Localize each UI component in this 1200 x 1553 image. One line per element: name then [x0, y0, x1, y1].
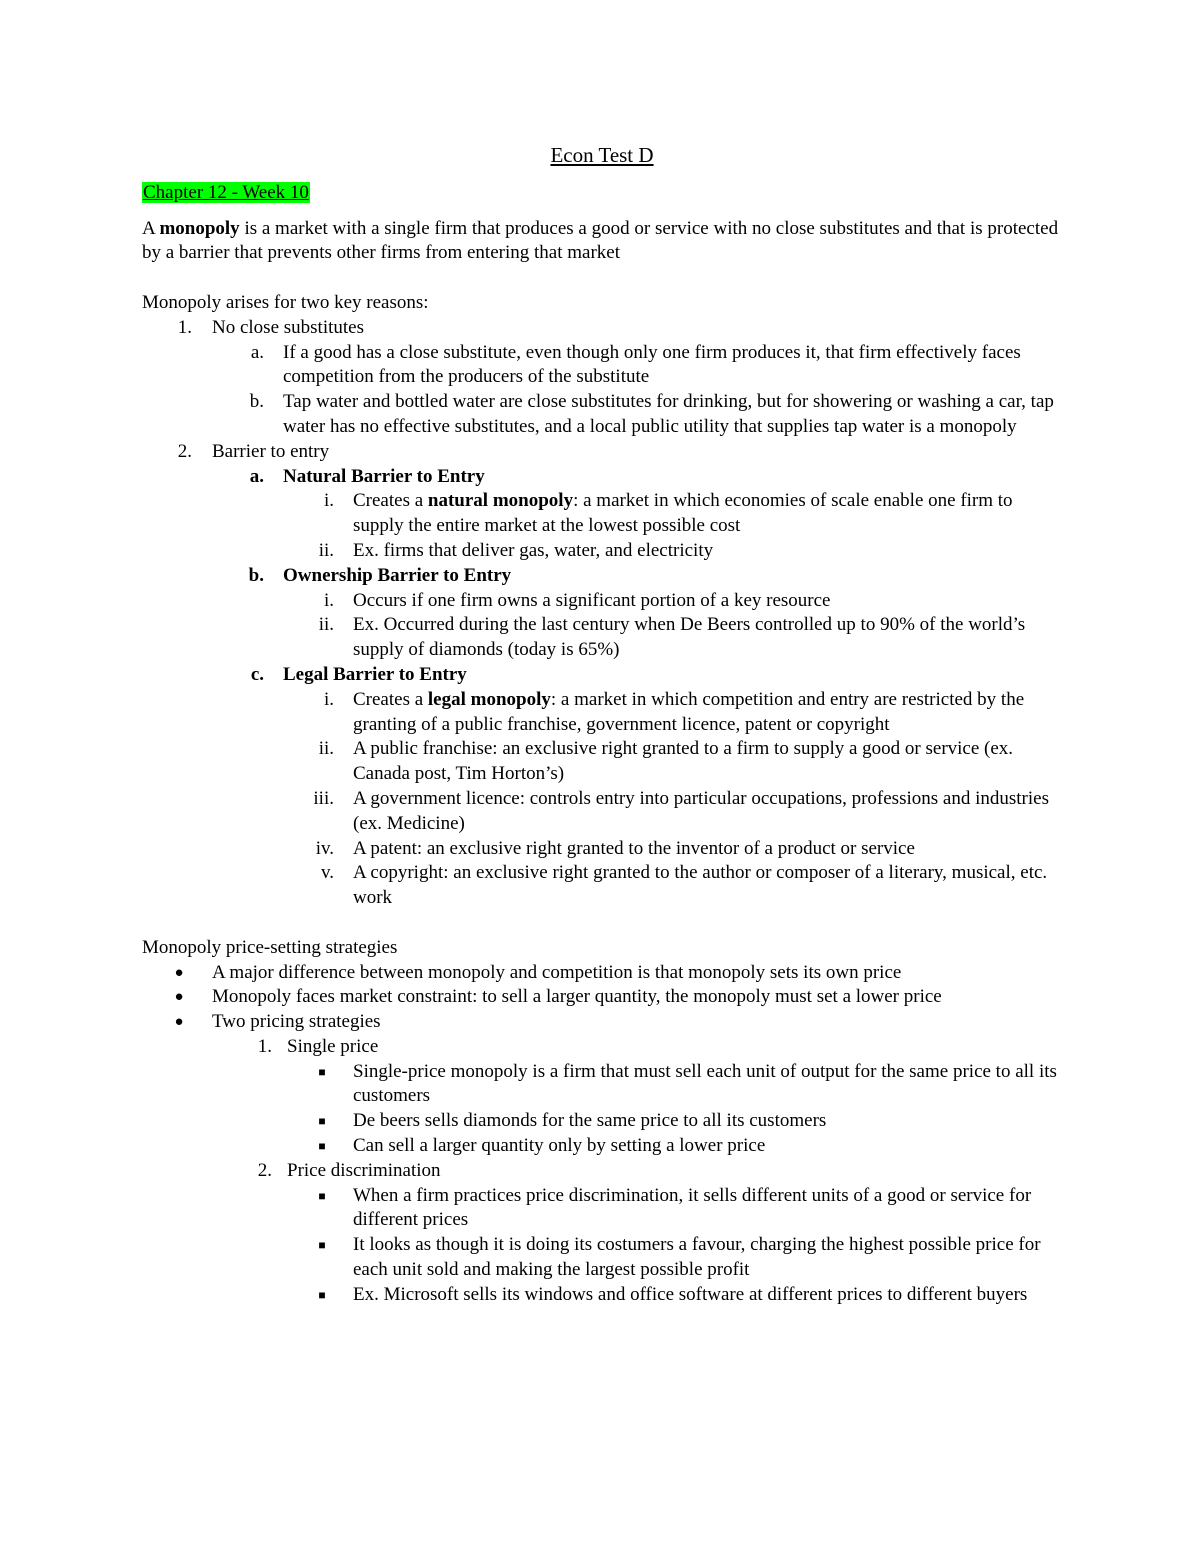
price-discrimination-heading	[142, 1159, 1062, 1184]
list-item	[142, 1010, 1062, 1035]
definition-post: is a market with a single firm that produces a good or service with no close substitutes and that is protected by a barrier that prevents other firms from entering that market	[142, 217, 1059, 264]
natural-monopoly-term: natural monopoly	[427, 490, 574, 512]
list-item-text: Two pricing strategies	[212, 1011, 381, 1033]
list-item-text: : a market in which economies of scale enable one firm to supply the entire market at the lowest possible cost	[353, 490, 1013, 537]
natural-barrier-heading	[142, 465, 1062, 490]
list-item-label: Legal Barrier to Entry	[283, 663, 467, 685]
list-item	[142, 985, 1062, 1010]
spacer	[142, 911, 1062, 936]
list-item-text: When a firm practices price discrimination, it sells different units of a good or service for different prices	[353, 1184, 1032, 1231]
legal-barrier-heading	[142, 663, 1062, 688]
list-item-text: A government licence: controls entry into particular occupations, professions and industries (ex. Medicine)	[353, 787, 1049, 834]
list-item	[142, 787, 1062, 837]
definition-term: monopoly	[159, 217, 240, 239]
list-item	[142, 589, 1062, 614]
square-bullet-icon: ■	[318, 1139, 326, 1154]
list-marker: b.	[249, 391, 264, 413]
list-item-text: Monopoly faces market constraint: to sell a larger quantity, the monopoly must set a lower price	[212, 986, 942, 1008]
monopoly-definition	[142, 217, 1062, 267]
document-page	[142, 143, 1062, 1308]
list-marker: i.	[323, 688, 334, 710]
list-marker: i.	[323, 490, 334, 512]
list-item-label: Single price	[287, 1035, 379, 1057]
square-bullet-icon: ■	[318, 1287, 326, 1302]
list-marker: v.	[320, 862, 334, 884]
list-item	[142, 613, 1062, 663]
list-item-text: Can sell a larger quantity only by setting a lower price	[353, 1135, 766, 1157]
list-item-label: Natural Barrier to Entry	[283, 465, 485, 487]
list-item	[142, 390, 1062, 440]
list-item-text: De beers sells diamonds for the same price to all its customers	[353, 1110, 827, 1132]
list-item-text: Ex. Occurred during the last century when De Beers controlled up to 90% of the world’s supply of diamonds (today is 65%)	[353, 614, 1026, 661]
list-item-text: It looks as though it is doing its costumers a favour, charging the highest possible price for each unit sold and making the largest possible profit	[353, 1234, 1041, 1281]
list-marker: a.	[249, 465, 264, 487]
list-item	[142, 489, 1062, 539]
reasons-list	[142, 316, 1062, 911]
chapter-heading	[142, 181, 1062, 206]
list-item-text: A public franchise: an exclusive right granted to a firm to supply a good or service (ex. Canada post, Tim Horton’s)	[353, 738, 1014, 785]
list-marker: iv.	[315, 837, 334, 859]
list-marker: c.	[250, 663, 264, 685]
list-item-text: Ex. Microsoft sells its windows and office software at different prices to different buyers	[353, 1283, 1028, 1305]
reason-barrier-to-entry	[142, 440, 1062, 465]
square-bullet-icon: ■	[318, 1064, 326, 1079]
list-item	[142, 961, 1062, 986]
legal-monopoly-term: legal monopoly	[427, 688, 551, 710]
list-marker: 1.	[257, 1035, 272, 1057]
list-item	[142, 1184, 1062, 1234]
list-item-label: Price discrimination	[287, 1159, 441, 1181]
list-item	[142, 688, 1062, 738]
list-marker: a.	[250, 341, 264, 363]
list-item-text: Tap water and bottled water are close substitutes for drinking, but for showering or washing a car, tap water has no effective substitutes, and a local public utility that supplies tap water is a monopoly	[283, 391, 1054, 437]
list-marker: iii.	[313, 787, 334, 809]
list-marker: 1.	[177, 316, 192, 338]
list-item	[142, 1233, 1062, 1283]
square-bullet-icon: ■	[318, 1238, 326, 1253]
spacer	[142, 266, 1062, 291]
list-marker: 2.	[257, 1159, 272, 1181]
list-item	[142, 539, 1062, 564]
list-marker: ii.	[318, 614, 334, 636]
pricing-list	[142, 961, 1062, 1308]
list-item	[142, 737, 1062, 787]
list-marker: ii.	[318, 539, 334, 561]
square-bullet-icon: ■	[318, 1188, 326, 1203]
list-item-text: If a good has a close substitute, even though only one firm produces it, that firm effectively faces competition from the producers of the substitute	[283, 341, 1021, 388]
list-item	[142, 341, 1062, 391]
list-marker: 2.	[177, 440, 192, 462]
bullet-icon: ●	[174, 964, 184, 981]
document-title: Econ Test D	[550, 143, 654, 167]
list-item	[142, 1283, 1062, 1308]
reason-no-close-substitutes	[142, 316, 1062, 341]
list-item-text: Single-price monopoly is a firm that must sell each unit of output for the same price to all its customers	[353, 1060, 1057, 1107]
list-item-text: A patent: an exclusive right granted to the inventor of a product or service	[353, 837, 915, 859]
list-marker: b.	[248, 564, 264, 586]
list-item-text: Creates a	[353, 490, 428, 512]
list-item-text: Occurs if one firm owns a significant portion of a key resource	[353, 589, 831, 611]
list-item	[142, 837, 1062, 862]
list-item	[142, 1134, 1062, 1159]
pricing-heading: Monopoly price-setting strategies	[142, 936, 398, 958]
list-item	[142, 861, 1062, 911]
list-item-label: Ownership Barrier to Entry	[283, 564, 512, 586]
list-item-label: No close substitutes	[212, 316, 364, 338]
list-item-label: Barrier to entry	[212, 440, 330, 462]
bullet-icon: ●	[174, 989, 184, 1006]
bullet-icon: ●	[174, 1014, 184, 1031]
arises-heading: Monopoly arises for two key reasons:	[142, 291, 429, 313]
list-item-text: : a market in which competition and entry are restricted by the granting of a public franchise, government licence, patent or copyright	[353, 688, 1025, 735]
list-marker: ii.	[318, 738, 334, 760]
list-marker: i.	[323, 589, 334, 611]
ownership-barrier-heading	[142, 564, 1062, 589]
square-bullet-icon: ■	[318, 1114, 326, 1129]
list-item-text: Creates a	[353, 688, 428, 710]
definition-pre: A	[142, 217, 160, 239]
list-item-text: A copyright: an exclusive right granted to the author or composer of a literary, musical, etc. work	[353, 862, 1048, 909]
chapter-highlight: Chapter 12 - Week 10	[143, 181, 309, 203]
single-price-heading	[142, 1035, 1062, 1060]
list-item-text: Ex. firms that deliver gas, water, and electricity	[353, 539, 714, 561]
list-item	[142, 1109, 1062, 1134]
list-item-text: A major difference between monopoly and competition is that monopoly sets its own price	[212, 961, 902, 983]
list-item	[142, 1060, 1062, 1110]
